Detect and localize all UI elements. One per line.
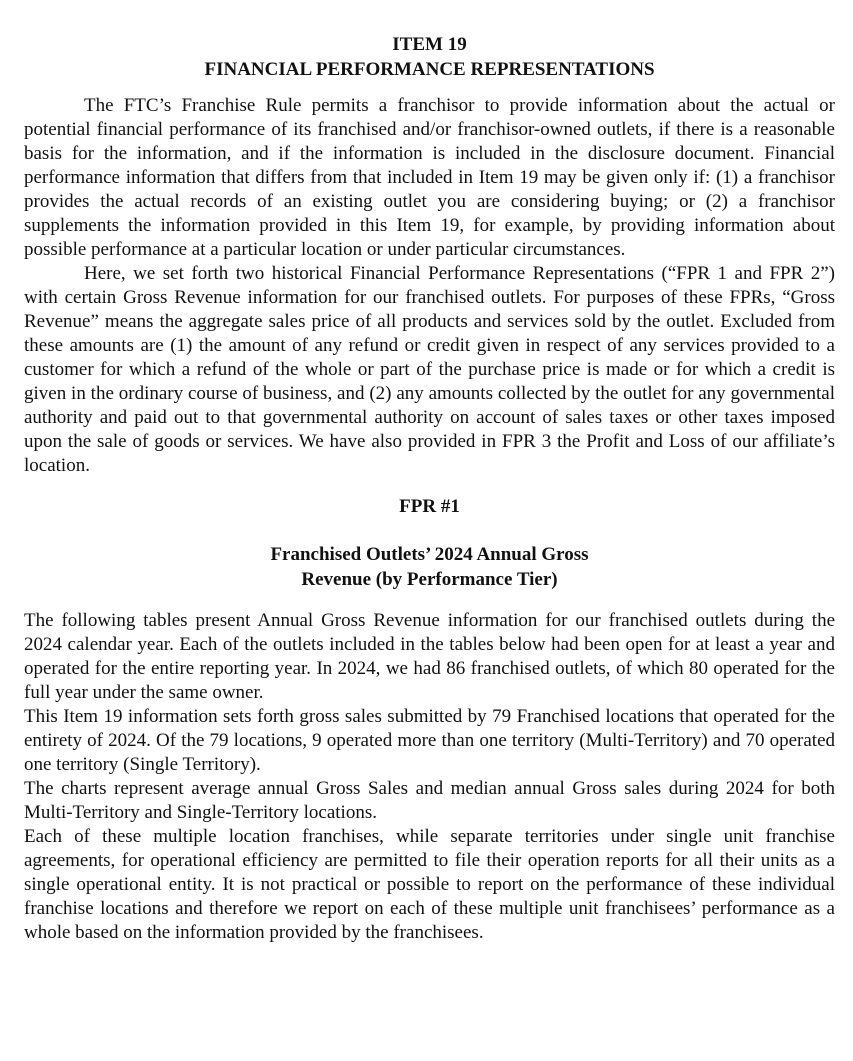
fpr-title [24,542,835,592]
fpr-title-line-2: Revenue (by Performance Tier) [301,569,558,590]
paragraph-charts: The charts represent average annual Gross Sales and median annual Gross sales during 2024 for both Multi-Territory and Single-Territory locations. [24,778,835,823]
item-heading [24,32,835,82]
paragraph-locations: This Item 19 information sets forth gross sales submitted by 79 Franchised locations that operated for the entirety of 2024. Of the 79 locations, 9 operated more than one territory (Multi-Territory) and 70 operated one territory (Single Territory). [24,706,835,775]
fpr-label: FPR #1 [399,496,460,517]
item-number: ITEM 19 [392,34,467,55]
paragraph-fpr-overview: Here, we set forth two historical Financial Performance Representations (“FPR 1 and FPR 2”) with certain Gross Revenue information for our franchised outlets. For purposes of these FPRs, “Gross Revenue” means the aggregate sales price of all products and services sold by the outlet. Excluded from these amounts are (1) the amount of any refund or credit given in respect of any services provided to a customer for which a refund of the whole or part of the purchase price is made or for which a credit is given in the ordinary course of business, and (2) any amounts collected by the outlet for any governmental authority and paid out to that governmental authority on account of sales taxes or other taxes imposed upon the sale of goods or services. We have also provided in FPR 3 the Profit and Loss of our affiliate’s location. [24,263,835,476]
paragraph-ftc-rule: The FTC’s Franchise Rule permits a franchisor to provide information about the actual or potential financial performance of its franchised and/or franchisor-owned outlets, if there is a reasonable basis for the information, and if the information is included in the disclosure document. Financial performance information that differs from that included in Item 19 may be given only if: (1) a franchisor provides the actual records of an existing outlet you are considering buying; or (2) a franchisor supplements the information provided in this Item 19, for example, by providing information about possible performance at a particular location or under particular circumstances. [24,95,835,260]
paragraph-multiple-locations: Each of these multiple location franchises, while separate territories under single unit franchise agreements, for operational efficiency are permitted to file their operation reports for all their units as a single operational entity. It is not practical or possible to report on the performance of these individual franchise locations and therefore we report on each of these multiple unit franchisees’ performance as a whole based on the information provided by the franchisees. [24,826,835,943]
fpr-title-line-1: Franchised Outlets’ 2024 Annual Gross [270,544,589,565]
item-title: FINANCIAL PERFORMANCE REPRESENTATIONS [204,59,655,80]
paragraph-tables-intro: The following tables present Annual Gross Revenue information for our franchised outlets during the 2024 calendar year. Each of the outlets included in the tables below had been open for at least a year and operated for the entire reporting year. In 2024, we had 86 franchised outlets, of which 80 operated for the full year under the same owner. [24,610,835,703]
